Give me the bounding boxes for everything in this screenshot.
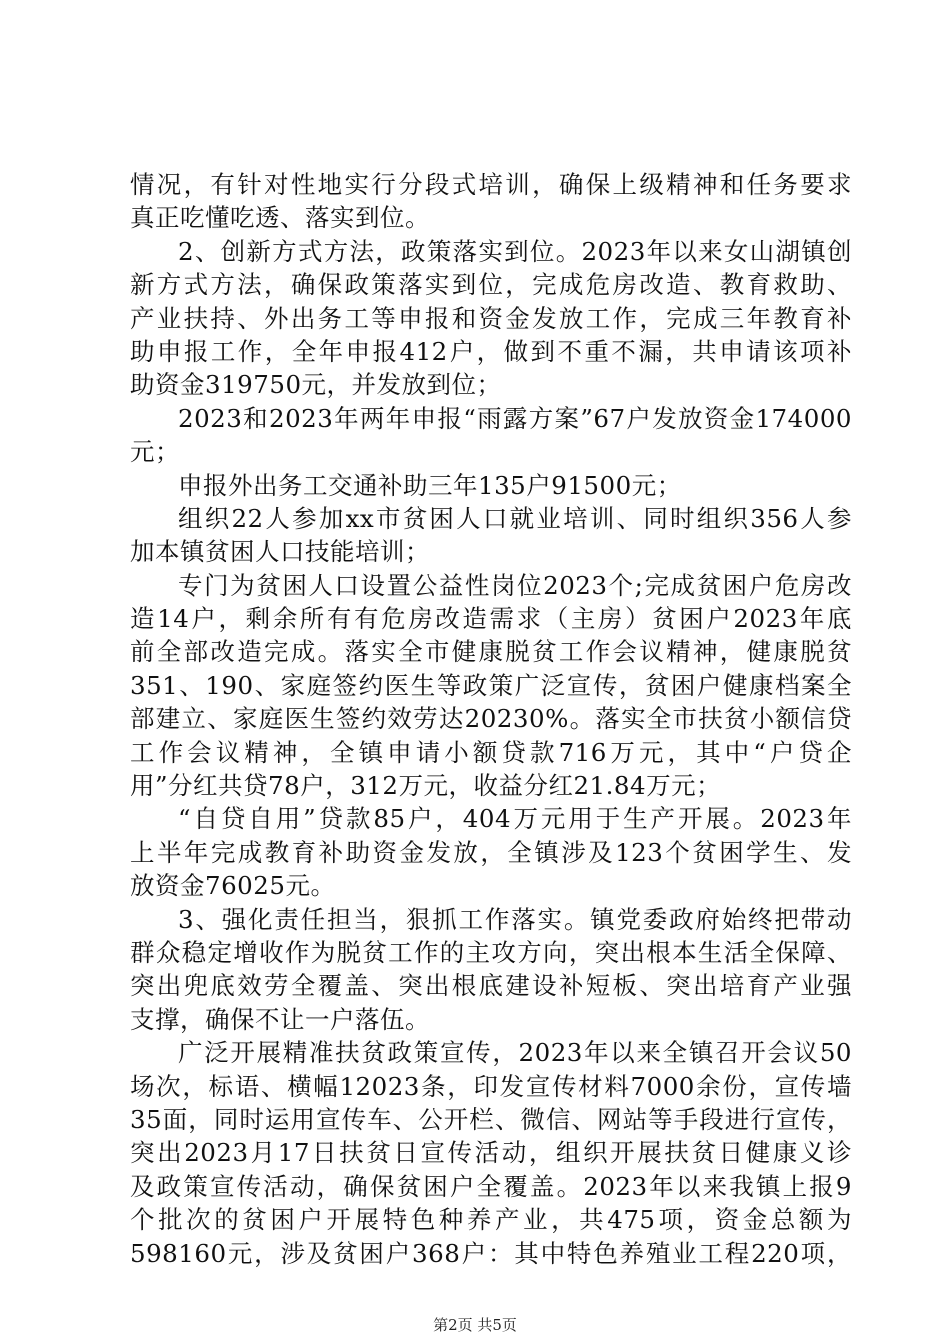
text-line: 造14户，剩余所有有危房改造需求（主房）贫困户2023年底 bbox=[130, 604, 852, 634]
document-body bbox=[130, 168, 852, 1270]
text-line: 真正吃懂吃透、落实到位。 bbox=[130, 203, 430, 233]
text-line: 加本镇贫困人口技能培训； bbox=[130, 537, 430, 567]
text-line: 放资金76025元。 bbox=[130, 871, 336, 901]
text-line: 2、创新方式方法，政策落实到位。2023年以来女山湖镇创 bbox=[178, 236, 852, 266]
text-line: 群众稳定增收作为脱贫工作的主攻方向，突出根本生活全保障、 bbox=[130, 937, 852, 967]
page-number-footer: 第2页 共5页 bbox=[433, 1316, 517, 1334]
text-line: 产业扶持、外出务工等申报和资金发放工作，完成三年教育补 bbox=[130, 303, 852, 333]
text-line: 组织22人参加xx市贫困人口就业培训、同时组织356人参 bbox=[178, 503, 852, 533]
text-line: 用”分红共贷78户，312万元，收益分红21.84万元； bbox=[130, 771, 722, 801]
text-line: 助申报工作，全年申报412户，做到不重不漏，共申请该项补 bbox=[130, 336, 852, 366]
text-line: “自贷自用”贷款85户，404万元用于生产开展。2023年 bbox=[178, 804, 852, 834]
text-line: 部建立、家庭医生签约效劳达20230%。落实全市扶贫小额信贷 bbox=[130, 704, 852, 734]
text-line: 前全部改造完成。落实全市健康脱贫工作会议精神，健康脱贫 bbox=[130, 637, 852, 667]
text-line: 广泛开展精准扶贫政策宣传，2023年以来全镇召开会议50 bbox=[178, 1038, 852, 1068]
text-line: 上半年完成教育补助资金发放，全镇涉及123个贫困学生、发 bbox=[130, 837, 852, 867]
text-line: 元； bbox=[130, 437, 180, 467]
text-line: 情况，有针对性地实行分段式培训，确保上级精神和任务要求 bbox=[130, 170, 852, 199]
text-line: 351、190、家庭签约医生等政策广泛宣传，贫困户健康档案全 bbox=[130, 670, 852, 700]
text-line: 新方式方法，确保政策落实到位，完成危房改造、教育救助、 bbox=[130, 270, 852, 300]
text-line: 专门为贫困人口设置公益性岗位2023个;完成贫困户危房改 bbox=[178, 570, 852, 600]
text-line: 3、强化责任担当，狠抓工作落实。镇党委政府始终把带动 bbox=[178, 904, 852, 934]
text-line: 助资金319750元，并发放到位； bbox=[130, 370, 502, 400]
text-line: 2023和2023年两年申报“雨露方案”67户发放资金174000 bbox=[178, 403, 852, 433]
text-line: 突出2023月17日扶贫日宣传活动，组织开展扶贫日健康义诊 bbox=[130, 1138, 852, 1168]
text-line: 35面，同时运用宣传车、公开栏、微信、网站等手段进行宣传， bbox=[130, 1104, 852, 1134]
text-line: 支撑，确保不让一户落伍。 bbox=[130, 1004, 430, 1034]
text-line: 工作会议精神，全镇申请小额贷款716万元，其中“户贷企 bbox=[130, 737, 852, 767]
text-line: 突出兜底效劳全覆盖、突出根底建设补短板、突出培育产业强 bbox=[130, 971, 852, 1001]
text-line: 场次，标语、横幅12023条，印发宣传材料7000余份，宣传墙 bbox=[130, 1071, 852, 1101]
text-line: 598160元，涉及贫困户368户：其中特色养殖业工程220项， bbox=[130, 1238, 852, 1268]
text-line: 个批次的贫困户开展特色种养产业，共475项，资金总额为 bbox=[130, 1205, 852, 1235]
text-line: 申报外出务工交通补助三年135户91500元； bbox=[178, 470, 682, 500]
text-line: 及政策宣传活动，确保贫困户全覆盖。2023年以来我镇上报9 bbox=[130, 1171, 852, 1201]
